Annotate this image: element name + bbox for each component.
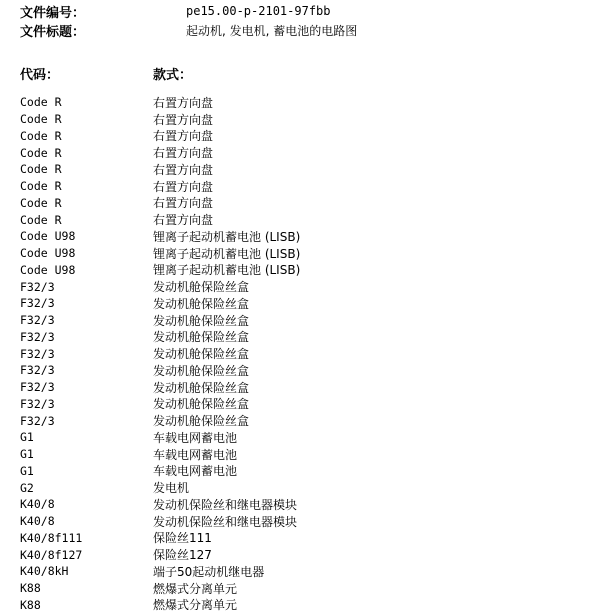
table-row <box>20 312 580 329</box>
component-description: 发动机舱保险丝盒 <box>153 362 249 379</box>
component-description: 燃爆式分离单元 <box>153 596 237 613</box>
table-row <box>20 379 580 396</box>
component-description: 右置方向盘 <box>153 111 213 128</box>
component-description: 发动机舱保险丝盒 <box>153 345 249 362</box>
component-code: F32/3 <box>20 414 153 428</box>
component-code: Code R <box>20 162 153 176</box>
component-code: F32/3 <box>20 397 153 411</box>
component-code: F32/3 <box>20 296 153 310</box>
component-code: K40/8f127 <box>20 548 153 562</box>
table-row <box>20 178 580 195</box>
component-description: 发动机舱保险丝盒 <box>153 379 249 396</box>
component-code: Code U98 <box>20 229 153 243</box>
component-description: 右置方向盘 <box>153 178 213 195</box>
component-code: K40/8 <box>20 497 153 511</box>
component-code: Code R <box>20 213 153 227</box>
table-row <box>20 111 580 128</box>
component-description: 车载电网蓄电池 <box>153 429 237 446</box>
component-description: 端子50起动机继电器 <box>153 563 264 580</box>
table-row <box>20 128 580 145</box>
component-code: K40/8kH <box>20 564 153 578</box>
table-row <box>20 479 580 496</box>
component-description: 右置方向盘 <box>153 161 213 178</box>
table-row <box>20 245 580 262</box>
table-row <box>20 362 580 379</box>
table-row <box>20 563 580 580</box>
component-code: F32/3 <box>20 280 153 294</box>
component-code: Code R <box>20 196 153 210</box>
table-row <box>20 161 580 178</box>
table-row <box>20 496 580 513</box>
table-row <box>20 329 580 346</box>
component-code: Code U98 <box>20 246 153 260</box>
component-code: K88 <box>20 598 153 612</box>
component-code: G1 <box>20 464 153 478</box>
component-description: 右置方向盘 <box>153 211 213 228</box>
table-row <box>20 228 580 245</box>
component-code: F32/3 <box>20 330 153 344</box>
component-description: 发动机舱保险丝盒 <box>153 328 249 345</box>
component-code: F32/3 <box>20 313 153 327</box>
table-row <box>20 144 580 161</box>
doc-title-row <box>20 21 357 39</box>
component-code: G2 <box>20 481 153 495</box>
component-code: Code R <box>20 129 153 143</box>
component-description: 保险丝111 <box>153 529 212 546</box>
component-code: K40/8f111 <box>20 531 153 545</box>
component-code: K40/8 <box>20 514 153 528</box>
table-row <box>20 530 580 547</box>
component-code: G1 <box>20 430 153 444</box>
table-row <box>20 262 580 279</box>
table-row <box>20 295 580 312</box>
component-list <box>20 94 580 613</box>
component-description: 发动机舱保险丝盒 <box>153 412 249 429</box>
component-description: 右置方向盘 <box>153 94 213 111</box>
doc-title-label: 文件标题： <box>20 21 186 40</box>
variant-column-header: 款式： <box>153 64 192 83</box>
table-row <box>20 195 580 212</box>
table-row <box>20 513 580 530</box>
table-row <box>20 211 580 228</box>
table-row <box>20 463 580 480</box>
component-description: 右置方向盘 <box>153 127 213 144</box>
component-description: 发动机保险丝和继电器模块 <box>153 513 297 530</box>
component-code: G1 <box>20 447 153 461</box>
component-code: Code R <box>20 146 153 160</box>
component-description: 右置方向盘 <box>153 144 213 161</box>
component-description: 发动机舱保险丝盒 <box>153 395 249 412</box>
component-description: 发动机舱保险丝盒 <box>153 312 249 329</box>
component-description: 车载电网蓄电池 <box>153 446 237 463</box>
component-description: 发动机舱保险丝盒 <box>153 278 249 295</box>
component-code: F32/3 <box>20 363 153 377</box>
table-row <box>20 429 580 446</box>
component-code: Code R <box>20 179 153 193</box>
table-row <box>20 580 580 597</box>
doc-number-value: pe15.00-p-2101-97fbb <box>186 4 331 18</box>
doc-number-row <box>20 2 331 20</box>
doc-number-label: 文件编号： <box>20 2 186 21</box>
component-description: 燃爆式分离单元 <box>153 580 237 597</box>
component-code: K88 <box>20 581 153 595</box>
component-description: 发电机 <box>153 479 189 496</box>
component-description: 右置方向盘 <box>153 194 213 211</box>
component-description: 车载电网蓄电池 <box>153 462 237 479</box>
component-description: 发动机保险丝和继电器模块 <box>153 496 297 513</box>
component-description: 保险丝127 <box>153 546 212 563</box>
code-column-header: 代码： <box>20 64 59 83</box>
table-row <box>20 597 580 613</box>
component-description: 发动机舱保险丝盒 <box>153 295 249 312</box>
table-row <box>20 412 580 429</box>
table-row <box>20 396 580 413</box>
component-description: 锂离子起动机蓄电池 (LISB) <box>153 261 300 278</box>
table-row <box>20 546 580 563</box>
table-row <box>20 345 580 362</box>
doc-title-value: 起动机, 发电机, 蓄电池的电路图 <box>186 22 357 39</box>
component-code: F32/3 <box>20 347 153 361</box>
component-description: 锂离子起动机蓄电池 (LISB) <box>153 245 300 262</box>
table-row <box>20 446 580 463</box>
component-code: Code R <box>20 112 153 126</box>
component-code: Code U98 <box>20 263 153 277</box>
component-description: 锂离子起动机蓄电池 (LISB) <box>153 228 300 245</box>
table-row <box>20 278 580 295</box>
component-code: Code R <box>20 95 153 109</box>
table-row <box>20 94 580 111</box>
component-code: F32/3 <box>20 380 153 394</box>
